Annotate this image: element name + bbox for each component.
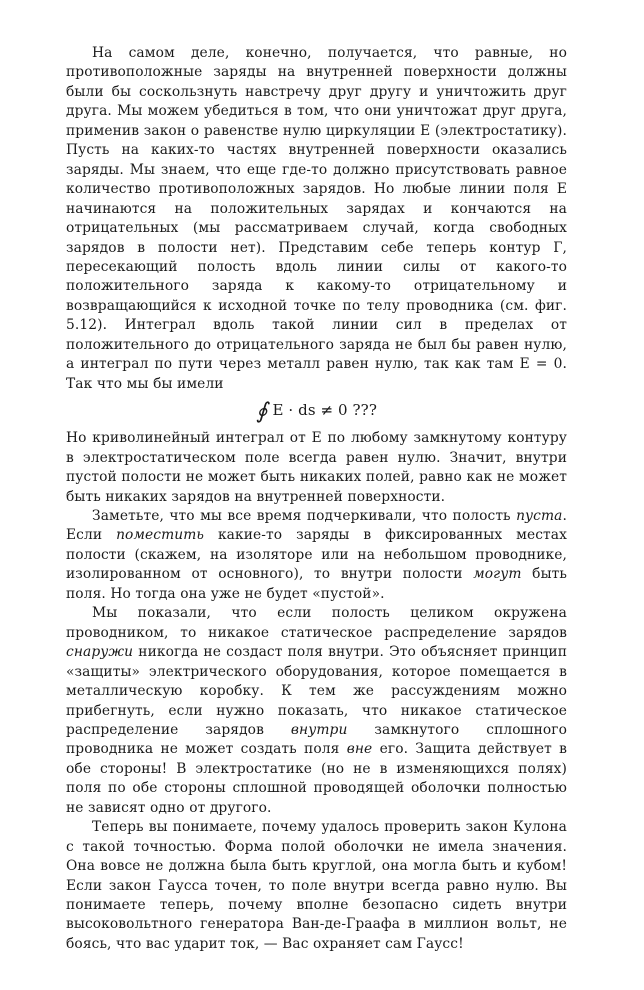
paragraph-3-text-b: . Если	[66, 507, 567, 544]
paragraph-5: Теперь вы понимаете, почему удалось проверить закон Кулона с такой точностью. Форма полой оболочки не имела значения. Она вовсе не должна была быть круглой, она могла быть и кубом! Если закон Гаусса точен, то поле внутри всегда равно нулю. Вы понимаете теперь, почему вполне безопасно сидеть внутри высоковольтного генератора Ван-де-Граафа в миллион вольт, не боясь, что вас ударит ток, — Вас охраняет сам Гаусс!	[66, 819, 567, 952]
paragraph-3-text-c: какие-то заряды в фиксированных местах полости (скажем, на изоляторе или на небольшом проводнике, изолированном от основного), то внутри полости	[66, 527, 567, 583]
paragraph-3-emphasis-2: поместить	[116, 527, 205, 544]
paragraph-4-emphasis-1: снаружи	[66, 644, 134, 661]
paragraph-4	[66, 604, 567, 818]
paragraph-4-text-c: замкнутого сплошного проводника не может создать поля	[66, 721, 568, 758]
paragraph-4-text-b: никогда не создаст поля внутри. Это объясняет принцип «защиты» электрического оборудования, которое помещается в металлическую коробку. К тем же рассуждениям можно прибегнуть, если нужно показать, что никакое статическое распределение зарядов	[66, 644, 567, 738]
paragraph-1: На самом деле, конечно, получается, что равные, но противоположные заряды на внутренней поверхности должны были бы соскользнуть навстречу друг другу и уничтожить друг друга. Мы можем убедиться в том, что они уничтожат друг друга, применив закон о равенстве нулю циркуляции E (электростатику). Пусть на каких-то частях внутренней поверхности оказались заряды. Мы знаем, что еще где-то должно присутствовать равное количество противоположных зарядов. Но любые линии поля E начинаются на положительных зарядах и кончаются на отрицательных (мы рассматриваем случай, когда свободных зарядов в полости нет). Представим себе теперь контур Г, пересекающий полость вдоль линии силы от какого-то положительного заряда к какому-то отрицательному и возвращающийся к исходной точке по телу проводника (см. фиг. 5.12). Интеграл вдоль такой линии сил в пределах от положительного до отрицательного заряда не был бы равен нулю, а интеграл по пути через металл равен нулю, так как там E = 0. Так что мы бы имели	[66, 45, 567, 392]
paragraph-3-text-d: быть поля. Но тогда она уже не будет «пустой».	[66, 566, 567, 602]
formula-expression: E · ds ≠ 0 ???	[272, 401, 377, 420]
formula-closed-integral	[66, 398, 567, 424]
paragraph-3	[66, 507, 567, 604]
paragraph-2: Но криволинейный интеграл от E по любому замкнутому контуру в электростатическом поле всегда равен нулю. Значит, внутри пустой полости не может быть никаких полей, равно как не может быть никаких зарядов на внутренней поверхности.	[66, 430, 567, 505]
paragraph-3-emphasis-1: пуста	[516, 507, 563, 524]
text-body	[66, 44, 567, 954]
contour-integral-symbol: ∮	[256, 399, 268, 425]
paragraph-3-emphasis-3: могут	[473, 566, 522, 583]
paragraph-4-text-d: его. Защита действует в обе стороны! В электростатике (но не в изменяющихся полях) поля по обе стороны сплошной проводящей оболочки полностью не зависят одно от другого.	[66, 741, 567, 816]
paragraph-4-emphasis-2: внутри	[290, 721, 348, 738]
paragraph-4-text-a: Мы показали, что если полость целиком окружена проводником, то никакое статическое распределение зарядов	[66, 605, 567, 641]
paragraph-3-text-a: Заметьте, что мы все время подчеркивали, что полость	[92, 507, 517, 524]
paragraph-4-emphasis-3: вне	[346, 741, 373, 758]
